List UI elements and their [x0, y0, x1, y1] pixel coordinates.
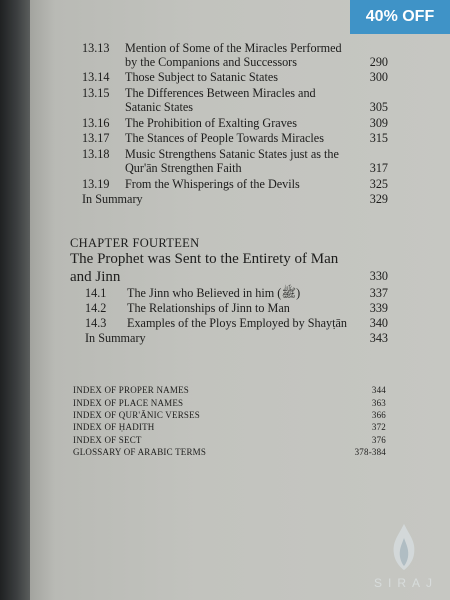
toc-entry-title-cont: Satanic States — [125, 100, 194, 114]
book-page — [30, 0, 450, 600]
index-entry-page: 366 — [371, 410, 386, 420]
siraj-watermark — [368, 520, 440, 600]
toc-entry-title: The Differences Between Miracles and — [125, 86, 316, 100]
toc-entry-title: The Relationships of Jinn to Man — [127, 301, 290, 315]
toc-entry-number: 14.1 — [85, 286, 107, 300]
index-entry-page: 372 — [371, 422, 386, 432]
chapter-title-page: 330 — [369, 269, 388, 283]
toc-entry-number: 13.15 — [82, 86, 110, 100]
toc-summary-page: 343 — [369, 331, 388, 345]
watermark-text: SIRAJ — [374, 576, 439, 590]
index-entry-label: INDEX OF QUR'ĀNIC VERSES — [73, 410, 201, 420]
index-entry-page: 344 — [371, 385, 386, 395]
toc-entry-page: 339 — [369, 301, 388, 315]
index-entry-label: INDEX OF PLACE NAMES — [73, 398, 184, 408]
toc-entry-number: 13.17 — [82, 131, 110, 145]
index-entry-label: INDEX OF ḤADITH — [73, 422, 155, 432]
toc-entry-page: 315 — [369, 131, 388, 145]
toc-entry-number: 13.19 — [82, 177, 110, 191]
toc-entry-title: The Prohibition of Exalting Graves — [125, 116, 297, 130]
index-entry-label: INDEX OF PROPER NAMES — [73, 385, 189, 395]
toc-entry-page: 305 — [369, 100, 388, 114]
toc-entry-page: 337 — [369, 286, 388, 300]
toc-entry-page: 317 — [369, 161, 388, 175]
toc-entry-number: 13.16 — [82, 116, 110, 130]
chapter-title: The Prophet was Sent to the Entirety of Man — [70, 251, 339, 267]
toc-summary-page: 329 — [369, 192, 388, 206]
chapter-title-cont: and Jinn — [70, 269, 121, 285]
discount-badge: 40% OFF — [350, 0, 450, 34]
toc-entry-number: 13.13 — [82, 41, 110, 55]
toc-entry-page: 300 — [369, 70, 388, 84]
toc-summary-label: In Summary — [85, 331, 146, 345]
toc-entry-page: 340 — [369, 316, 388, 330]
toc-entry-title-cont: by the Companions and Successors — [125, 55, 297, 69]
toc-entry-title: Those Subject to Satanic States — [125, 70, 278, 84]
index-entry-page: 378-384 — [354, 447, 386, 457]
index-entry-label: GLOSSARY OF ARABIC TERMS — [73, 447, 207, 457]
index-entry-page: 363 — [371, 398, 386, 408]
toc-entry-title: Mention of Some of the Miracles Performed — [125, 41, 342, 55]
flame-icon — [368, 520, 440, 576]
toc-entry-title-cont: Qur'ān Strengthen Faith — [125, 161, 242, 175]
toc-entry-title: Music Strengthens Satanic States just as the — [125, 147, 339, 161]
toc-entry-number: 13.18 — [82, 147, 110, 161]
toc-entry-page: 290 — [369, 55, 388, 69]
index-entry-page: 376 — [371, 435, 386, 445]
toc-entry-page: 309 — [369, 116, 388, 130]
toc-entry-page: 325 — [369, 177, 388, 191]
toc-entry-number: 14.3 — [85, 316, 107, 330]
chapter-heading: CHAPTER FOURTEEN — [70, 236, 200, 250]
toc-entry-title: Examples of the Ploys Employed by Shayṭān — [127, 316, 348, 330]
index-entry-label: INDEX OF SECT — [73, 435, 142, 445]
book-spine — [0, 0, 30, 600]
toc-entry-title: From the Whisperings of the Devils — [125, 177, 300, 191]
toc-summary-label: In Summary — [82, 192, 143, 206]
toc-entry-title: The Jinn who Believed in him (ﷺ) — [127, 286, 301, 300]
toc-entry-number: 13.14 — [82, 70, 110, 84]
toc-entry-title: The Stances of People Towards Miracles — [125, 131, 324, 145]
toc-entry-number: 14.2 — [85, 301, 107, 315]
